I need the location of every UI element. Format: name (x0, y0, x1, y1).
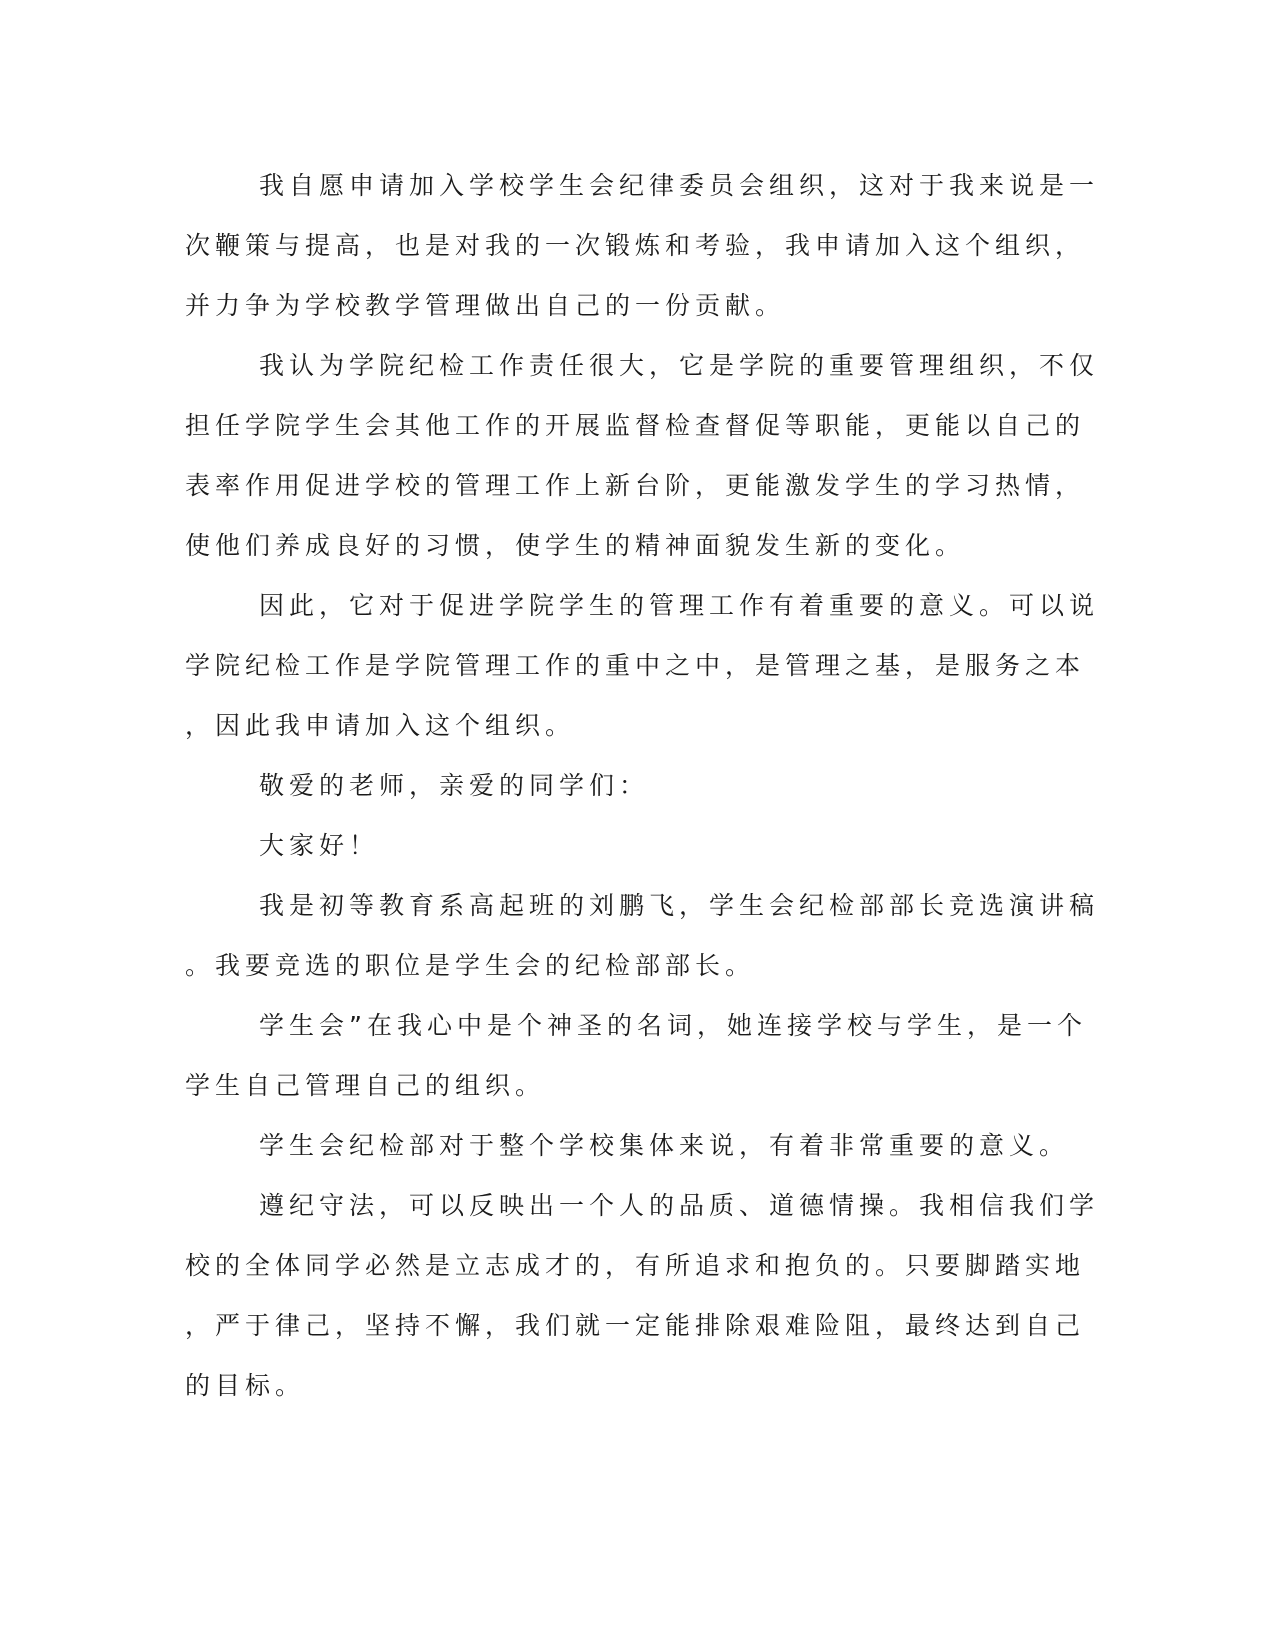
text-line: 学生会”在我心中是个神圣的名词，她连接学校与学生，是一个 (259, 1011, 1087, 1040)
text-line: 。我要竞选的职位是学生会的纪检部部长。 (185, 951, 756, 980)
text-line: 我是初等教育系高起班的刘鹏飞，学生会纪检部部长竞选演讲稿 (259, 891, 1100, 920)
text-line: ，严于律己，坚持不懈，我们就一定能排除艰难险阻，最终达到自己 (185, 1311, 1086, 1340)
text-line: 学院纪检工作是学院管理工作的重中之中，是管理之基，是服务之本 (185, 651, 1086, 680)
text-line: 大家好！ (259, 831, 380, 860)
text-line: 学生自己管理自己的组织。 (185, 1071, 546, 1100)
text-line: 我自愿申请加入学校学生会纪律委员会组织，这对于我来说是一 (259, 171, 1100, 200)
document-body (185, 156, 1100, 1416)
text-line: 遵纪守法，可以反映出一个人的品质、道德情操。我相信我们学 (259, 1191, 1100, 1220)
text-line: 次鞭策与提高，也是对我的一次锻炼和考验，我申请加入这个组织， (185, 231, 1086, 260)
text-line: 的目标。 (185, 1371, 306, 1400)
text-line: 我认为学院纪检工作责任很大，它是学院的重要管理组织，不仅 (259, 351, 1100, 380)
text-line: 校的全体同学必然是立志成才的，有所追求和抱负的。只要脚踏实地 (185, 1251, 1086, 1280)
text-line: 担任学院学生会其他工作的开展监督检查督促等职能，更能以自己的 (185, 411, 1086, 440)
text-line: 表率作用促进学校的管理工作上新台阶，更能激发学生的学习热情， (185, 471, 1086, 500)
text-line: ，因此我申请加入这个组织。 (185, 711, 576, 740)
text-line: 因此，它对于促进学院学生的管理工作有着重要的意义。可以说 (259, 591, 1100, 620)
text-line: 并力争为学校教学管理做出自己的一份贡献。 (185, 291, 786, 320)
text-line: 学生会纪检部对于整个学校集体来说，有着非常重要的意义。 (259, 1131, 1070, 1160)
text-line: 使他们养成良好的习惯，使学生的精神面貌发生新的变化。 (185, 531, 966, 560)
text-line: 敬爱的老师，亲爱的同学们： (259, 771, 650, 800)
